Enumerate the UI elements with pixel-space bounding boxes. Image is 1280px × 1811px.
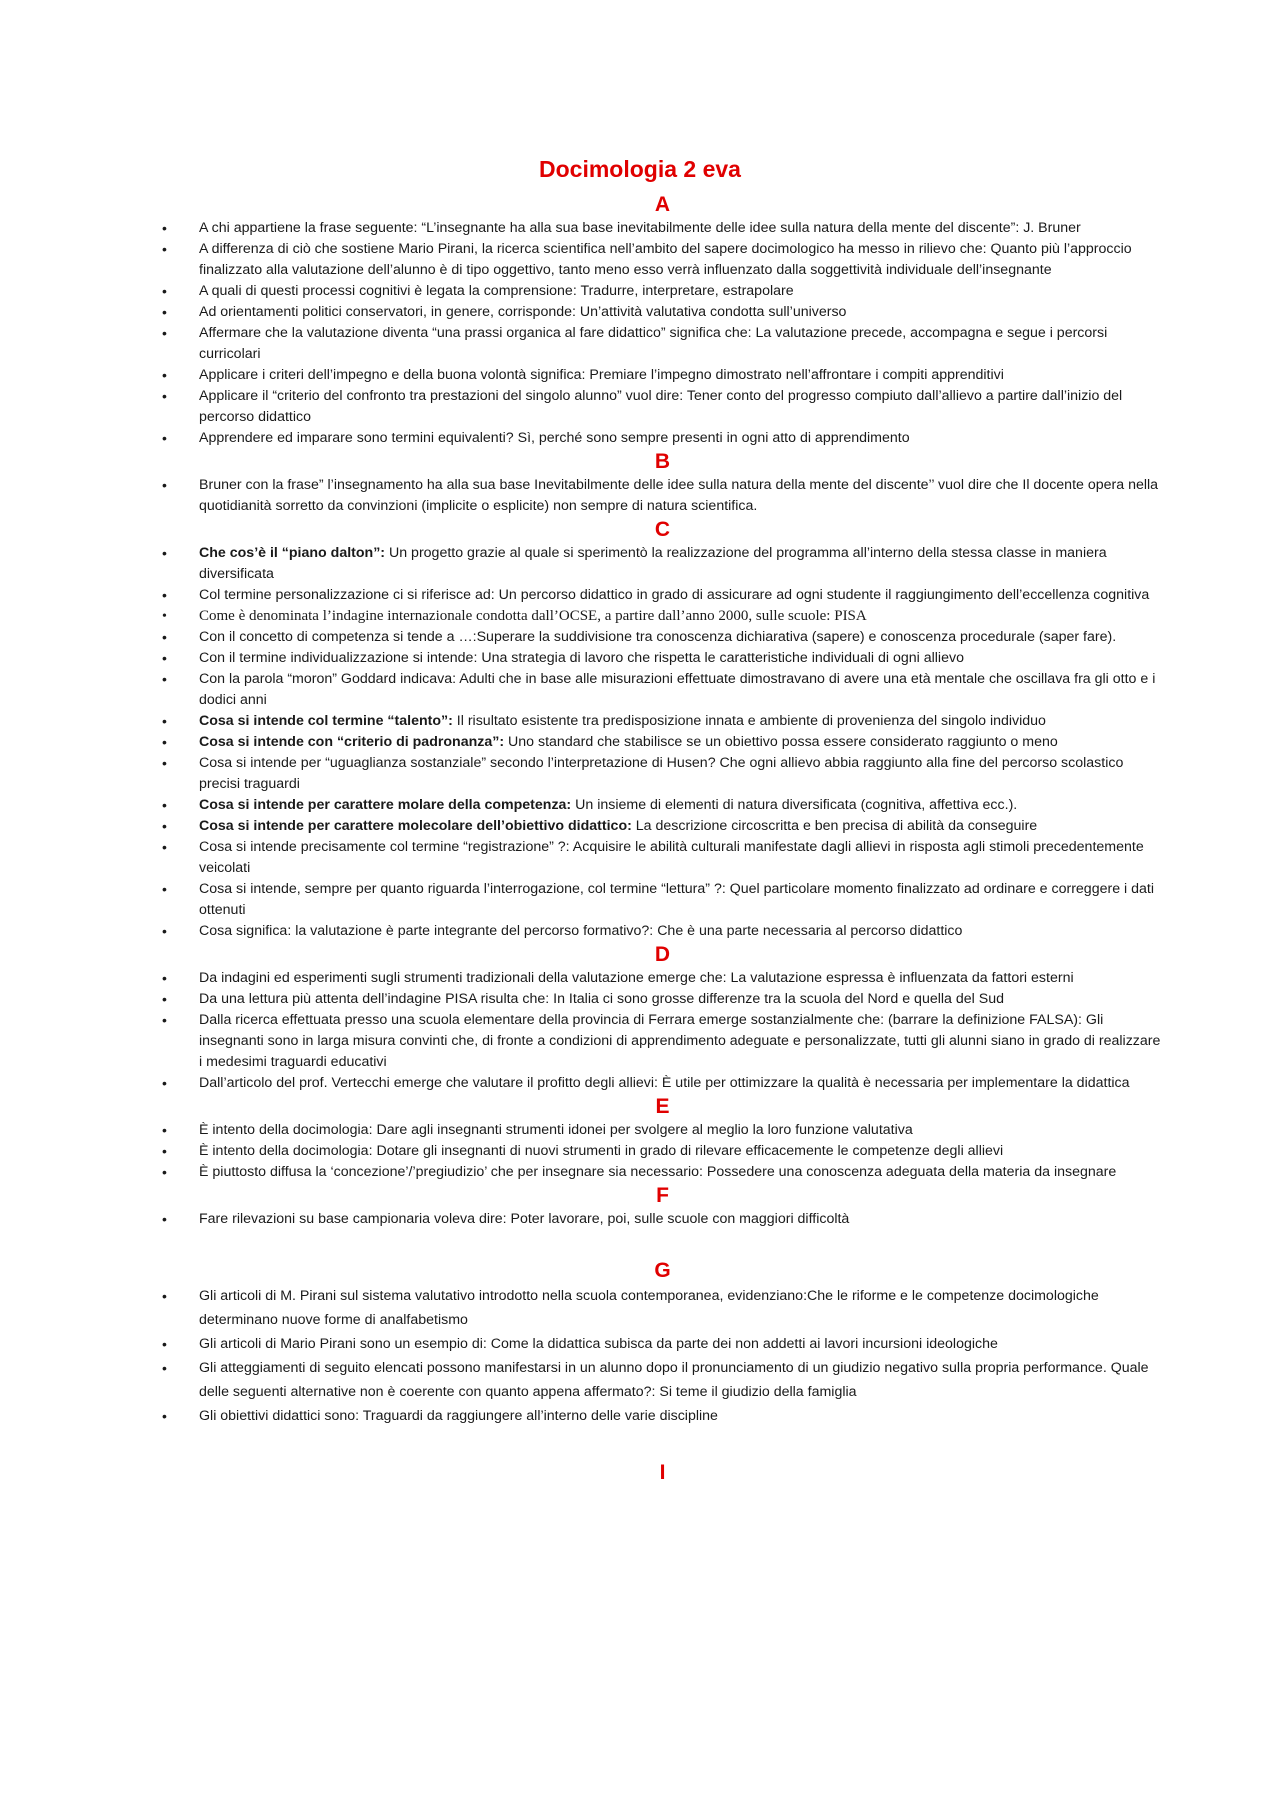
item-text: È intento della docimologia: Dare agli insegnanti strumenti idonei per svolgere al meglio la loro funzione valutativa [199,1122,913,1138]
item-text: Applicare i criteri dell’impegno e della buona volontà significa: Premiare l’impegno dimostrato nell’affrontare i compiti apprenditivi [199,367,1004,383]
section-g [160,1258,1165,1428]
list-item [160,816,1165,837]
list-item [160,968,1165,989]
item-text: Apprendere ed imparare sono termini equivalenti? Sì, perché sono sempre presenti in ogni atto di apprendimento [199,430,910,446]
list-item [160,323,1165,365]
section-letter-heading: E [655,1095,670,1118]
bullet-list [160,218,1165,449]
section-a [160,192,1165,449]
item-text: Fare rilevazioni su base campionaria voleva dire: Poter lavorare, poi, sulle scuole con maggiori difficoltà [199,1211,850,1227]
list-item [160,989,1165,1010]
item-text: Col termine personalizzazione ci si riferisce ad: Un percorso didattico in grado di assicurare ad ogni studente il raggiungimento dell’eccellenza cognitiva [199,587,1150,603]
item-text: La descrizione circoscritta e ben precisa di abilità da conseguire [631,818,1038,834]
document-title: Docimologia 2 eva [539,156,741,182]
list-item [160,365,1165,386]
list-item [160,1332,1165,1356]
item-text: Cosa si intende per “uguaglianza sostanziale” secondo l’interpretazione di Husen? Che ogni allievo abbia raggiunto alla fine del percorso scolastico precisi traguardi [199,755,1124,792]
list-item [160,1120,1165,1141]
item-text: Affermare che la valutazione diventa “una prassi organica al fare didattico” significa che: La valutazione precede, accompagna e segue i percorsi curricolari [199,325,1108,362]
item-text: A quali di questi processi cognitivi è legata la comprensione: Tradurre, interpretare, estrapolare [199,283,794,299]
item-text: Con la parola “moron” Goddard indicava: Adulti che in base alle misurazioni effettuate dimostravano di avere una età mentale che oscillava fra gli otto e i dodici anni [199,671,1156,708]
bullet-list [160,543,1165,942]
list-item [160,1356,1165,1404]
section-letter-heading: A [654,193,671,216]
item-text: Il risultato esistente tra predisposizione innata e ambiente di provenienza del singolo individuo [452,713,1046,729]
section-e [160,1094,1165,1183]
item-text: Da una lettura più attenta dell’indagine PISA risulta che: In Italia ci sono grosse differenze tra la scuola del Nord e quella del Sud [199,991,1004,1007]
list-item [160,1209,1165,1230]
item-text: A differenza di ciò che sostiene Mario Pirani, la ricerca scientifica nell’ambito del sapere docimologico ha messo in rilievo che: Quanto più l’approccio finalizzato alla valutazione dell’alunno è di tipo oggettivo, tanto meno esso verrà influenzato dalla soggettività individuale dell’insegnante [199,241,1132,278]
section-letter-heading: I [659,1461,666,1484]
item-text: Gli obiettivi didattici sono: Traguardi da raggiungere all’interno delle varie discipline [199,1408,718,1424]
section-letter-heading: F [656,1184,669,1207]
section-f [160,1183,1165,1230]
item-text: Cosa significa: la valutazione è parte integrante del percorso formativo?: Che è una parte necessaria al percorso didattico [199,923,963,939]
document-content [160,192,1165,1486]
question-bold: Cosa si intende per carattere molare della competenza: [199,797,572,813]
section-d [160,942,1165,1094]
list-item [160,627,1165,648]
list-item [160,879,1165,921]
bullet-list [160,968,1165,1094]
list-item [160,1404,1165,1428]
item-text: Un insieme di elementi di natura diversificata (cognitiva, affettiva ecc.). [571,797,1018,813]
section-letter-heading: C [654,518,671,541]
item-text: Uno standard che stabilisce se un obiettivo possa essere considerato raggiunto o meno [504,734,1058,750]
question-bold: Cosa si intende col termine “talento”: [199,713,453,729]
list-item [160,543,1165,585]
item-text: A chi appartiene la frase seguente: “L’insegnante ha alla sua base inevitabilmente delle idee sulla natura della mente del discente”: J. Bruner [199,220,1081,236]
item-text: Da indagini ed esperimenti sugli strumenti tradizionali della valutazione emerge che: La valutazione espressa è influenzata da fattori esterni [199,970,1074,986]
section-c [160,517,1165,942]
item-text: Bruner con la frase” l’insegnamento ha alla sua base Inevitabilmente delle idee sulla natura della mente del discente’’ vuol dire che Il docente opera nella quotidianità sorretto da convinzioni (implicite o esplicite) non sempre di natura scientifica. [199,477,1159,514]
list-item [160,218,1165,239]
section-letter-heading: B [654,450,671,473]
list-item [160,1162,1165,1183]
list-item [160,386,1165,428]
item-text: Con il concetto di competenza si tende a …:Superare la suddivisione tra conoscenza dichiarativa (sapere) e conoscenza procedurale (saper fare). [199,629,1117,645]
list-item [160,837,1165,879]
bullet-list [160,1120,1165,1183]
list-item [160,475,1165,517]
question-bold: Cosa si intende per carattere molecolare dell’obiettivo didattico: [199,818,632,834]
list-item [160,753,1165,795]
list-item [160,428,1165,449]
list-item [160,302,1165,323]
item-text: Un progetto grazie al quale si sperimentò la realizzazione del programma all’interno della stessa classe in maniera diversificata [199,545,1107,582]
bullet-list [160,475,1165,517]
item-text: È piuttosto diffusa la ‘concezione’/’pregiudizio’ che per insegnare sia necessario: Possedere una conoscenza adeguata della materia da insegnare [199,1164,1117,1180]
list-item [160,732,1165,753]
bullet-list [160,1209,1165,1230]
list-item [160,606,1165,627]
list-item [160,281,1165,302]
item-text: Come è denominata l’indagine internazionale condotta dall’OCSE, a partire dall’anno 2000, sulle scuole: PISA [199,608,867,624]
item-text: Applicare il “criterio del confronto tra prestazioni del singolo alunno” vuol dire: Tener conto del progresso compiuto dall’allievo a partire dall’inizio del percorso didattico [199,388,1123,425]
item-text: Ad orientamenti politici conservatori, in genere, corrisponde: Un’attività valutativa condotta sull’universo [199,304,847,320]
list-item [160,648,1165,669]
list-item [160,669,1165,711]
item-text: Dall’articolo del prof. Vertecchi emerge che valutare il profitto degli allievi: È utile per ottimizzare la qualità è necessaria per implementare la didattica [199,1075,1130,1091]
question-bold: Cosa si intende con “criterio di padronanza”: [199,734,505,750]
section-i [160,1460,1165,1486]
item-text: Cosa si intende precisamente col termine “registrazione” ?: Acquisire le abilità culturali manifestate dagli allievi in risposta agli stimoli precedentemente veicolati [199,839,1144,876]
list-item [160,585,1165,606]
bullet-list [160,1284,1165,1428]
item-text: Gli atteggiamenti di seguito elencati possono manifestarsi in un alunno dopo il pronunciamento di un giudizio negativo sulla propria performance. Quale delle seguenti alternative non è coerente con quanto appena affermato?: Si teme il giudizio della famiglia [199,1360,1149,1400]
section-letter-heading: D [654,943,671,966]
list-item [160,239,1165,281]
list-item [160,795,1165,816]
section-b [160,449,1165,517]
item-text: Cosa si intende, sempre per quanto riguarda l’interrogazione, col termine “lettura” ?: Quel particolare momento finalizzato ad ordinare e correggere i dati ottenuti [199,881,1155,918]
question-bold: Che cos’è il “piano dalton”: [199,545,386,561]
item-text: Con il termine individualizzazione si intende: Una strategia di lavoro che rispetta le caratteristiche individuali di ogni allievo [199,650,964,666]
list-item [160,711,1165,732]
item-text: Gli articoli di Mario Pirani sono un esempio di: Come la didattica subisca da parte dei non addetti ai lavori incursioni ideologiche [199,1336,998,1352]
list-item [160,1010,1165,1073]
item-text: Gli articoli di M. Pirani sul sistema valutativo introdotto nella scuola contemporanea, evidenziano:Che le riforme e le competenze docimologiche determinano nuove forme di analfabetismo [199,1288,1099,1328]
item-text: Dalla ricerca effettuata presso una scuola elementare della provincia di Ferrara emerge sostanzialmente che: (barrare la definizione FALSA): Gli insegnanti sono in larga misura convinti che, di fronte a condizioni di apprendimento adeguate e personalizzate, tutti gli alunni siano in grado di realizzare i medesimi traguardi educativi [199,1012,1161,1070]
item-text: È intento della docimologia: Dotare gli insegnanti di nuovi strumenti in grado di rilevare efficacemente le competenze degli allievi [199,1143,1004,1159]
list-item [160,1141,1165,1162]
list-item [160,1284,1165,1332]
list-item [160,1073,1165,1094]
section-letter-heading: G [654,1259,671,1282]
list-item [160,921,1165,942]
